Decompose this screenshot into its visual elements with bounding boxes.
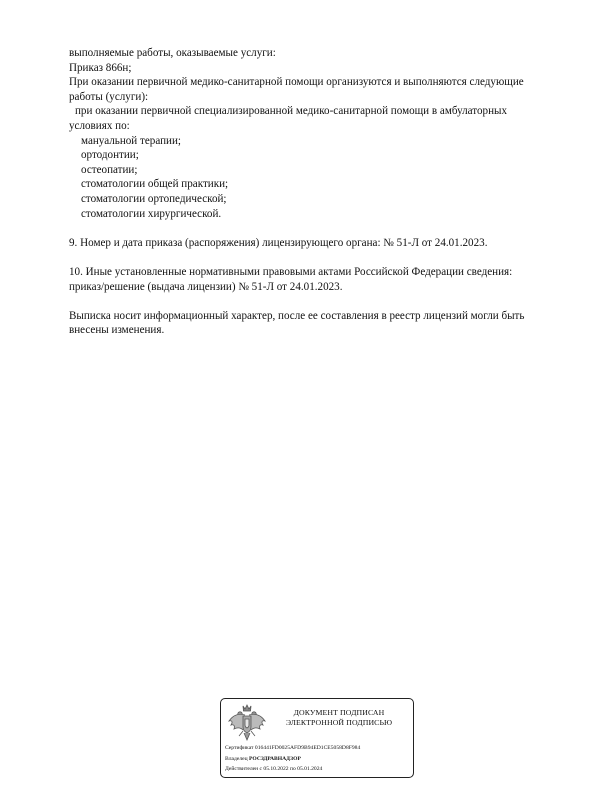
certificate-label: Сертификат: [225, 745, 254, 751]
stamp-title: [269, 708, 409, 729]
service-item: мануальной терапии;: [81, 134, 182, 147]
text-line: работы (услуги):: [69, 90, 149, 103]
text-line: Приказ 866н;: [69, 61, 132, 74]
service-item: стоматологии хирургической.: [81, 207, 222, 220]
owner-value: РОСЗДРАВНАДЗОР: [249, 755, 301, 762]
text-line: при оказании первичной специализированной медико-санитарной помощи в амбулаторных: [75, 105, 508, 118]
owner-label: Владелец: [225, 755, 248, 762]
note-line: Выписка носит информационный характер, после ее составления в реестр лицензий могли быть: [69, 309, 525, 322]
text-line: выполняемые работы, оказываемые услуги:: [69, 47, 276, 59]
section-10-line: 10. Иные установленные нормативными правовыми актами Российской Федерации сведения:: [69, 265, 513, 278]
stamp-details: [225, 743, 413, 775]
service-item: ортодонтии;: [81, 149, 139, 162]
section-9: 9. Номер и дата приказа (распоряжения) лицензирующего органа: № 51-Л от 24.01.2023.: [69, 236, 488, 249]
certificate-value: 016441FD0025AFD9B94ED1CE5058D8F984: [254, 745, 361, 751]
stamp-title-line: ДОКУМЕНТ ПОДПИСАН: [293, 708, 385, 717]
document-body: [69, 46, 569, 338]
certificate-row: [225, 743, 413, 754]
owner-row: [225, 754, 413, 765]
section-10-line: приказ/решение (выдача лицензии) № 51-Л от 24.01.2023.: [69, 280, 343, 293]
electronic-signature-stamp: [220, 698, 414, 778]
coat-of-arms-icon: [225, 703, 269, 743]
text-line: условиях по:: [69, 119, 130, 132]
validity-row: Действителен с 05.10.2022 по 05.01.2024: [225, 766, 323, 773]
note-line: внесены изменения.: [69, 324, 165, 337]
service-item: стоматологии общей практики;: [81, 178, 229, 191]
service-item: остеопатии;: [81, 163, 138, 176]
service-item: стоматологии ортопедической;: [81, 192, 227, 205]
text-line: При оказании первичной медико-санитарной помощи организуются и выполняются следующие: [69, 76, 524, 89]
stamp-title-line: ЭЛЕКТРОННОЙ ПОДПИСЬЮ: [285, 718, 393, 728]
